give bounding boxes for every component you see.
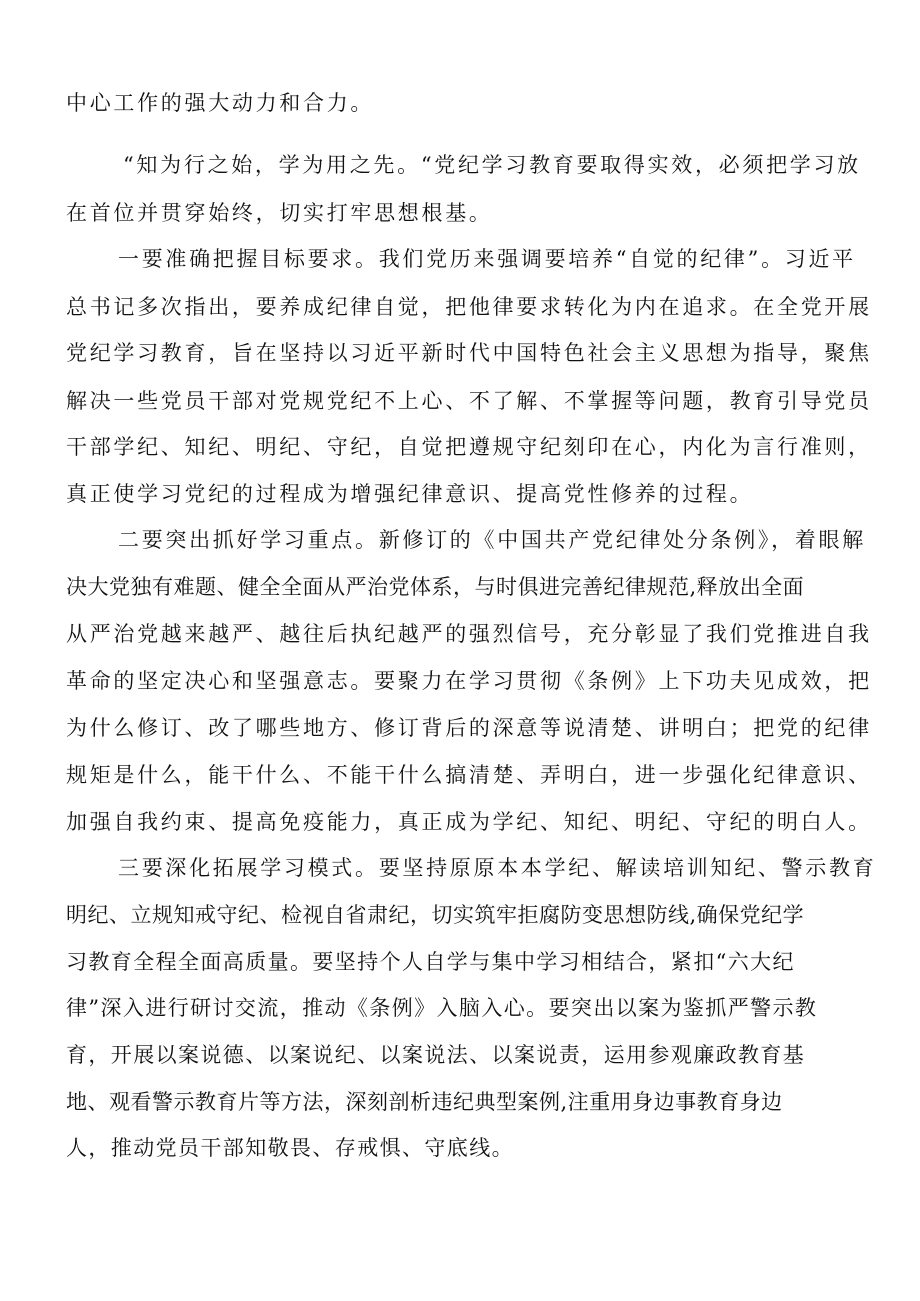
text-line-17: 三要深化拓展学习模式。要坚持原原本本学纪、解读培训知纪、警示教育 (118, 856, 877, 880)
text-line-2: “知为行之始，学为用之先。“党纪学习教育要取得实效，必须把学习放 (123, 153, 861, 177)
text-line-5: 总书记多次指出，要养成纪律自觉，把他律要求转化为内在追求。在全党开展 (66, 295, 872, 319)
text-line-14: 为什么修订、改了哪些地方、修订背后的深意等说清楚、讲明白；把党的纪律 (66, 716, 872, 740)
text-line-7: 解决一些党员干部对党规党纪不上心、不了解、不掌握等问题，教育引导党员 (66, 389, 872, 413)
text-line-22: 地、观看警示教育片等方法，深刻剖析违纪典型案例,注重用身边事教育身边 (66, 1090, 783, 1114)
text-line-15: 规矩是什么，能干什么、不能干什么搞清楚、弄明白，进一步强化纪律意识、 (66, 763, 872, 787)
text-line-16: 加强自我约束、提高免疫能力，真正成为学纪、知纪、明纪、守纪的明白人。 (66, 810, 872, 834)
text-line-13: 革命的坚定决心和坚强意志。要聚力在学习贯彻《条例》上下功夫见成效，把 (66, 669, 872, 693)
text-line-1: 中心工作的强大动力和合力。 (66, 91, 375, 115)
text-line-21: 育，开展以案说德、以案说纪、以案说法、以案说责，运用参观廉政教育基 (66, 1043, 806, 1067)
text-line-20: 律”深入进行研讨交流，推动《条例》入脑入心。要突出以案为鉴抓严警示教 (66, 996, 818, 1020)
text-line-4: 一要准确把握目标要求。我们党历来强调要培养“自觉的纪律”。习近平 (118, 247, 856, 271)
text-line-3: 在首位并贯穿始终，切实打牢思想根基。 (66, 201, 493, 225)
text-line-6: 党纪学习教育，旨在坚持以习近平新时代中国特色社会主义思想为指导，聚焦 (66, 341, 872, 365)
text-line-18: 明纪、立规知戒守纪、检视自省肃纪，切实筑牢拒腐防变思想防线,确保党纪学 (66, 903, 805, 927)
text-line-12: 从严治党越来越严、越往后执纪越严的强烈信号，充分彰显了我们党推进自我 (66, 622, 872, 646)
text-line-11: 决大党独有难题、健全全面从严治党体系，与时俱进完善纪律规范,释放出全面 (66, 575, 805, 599)
text-line-23: 人，推动党员干部知敬畏、存戒惧、守底线。 (66, 1136, 514, 1160)
text-line-9: 真正使学习党纪的过程成为增强纪律意识、提高党性修养的过程。 (66, 482, 754, 506)
text-line-8: 干部学纪、知纪、明纪、守纪，自觉把遵规守纪刻印在心，内化为言行准则， (66, 435, 872, 459)
text-line-10: 二要突出抓好学习重点。新修订的《中国共产党纪律处分条例》，着眼解 (118, 528, 866, 552)
text-line-19: 习教育全程全面高质量。要坚持个人自学与集中学习相结合，紧扣“六大纪 (66, 950, 795, 974)
